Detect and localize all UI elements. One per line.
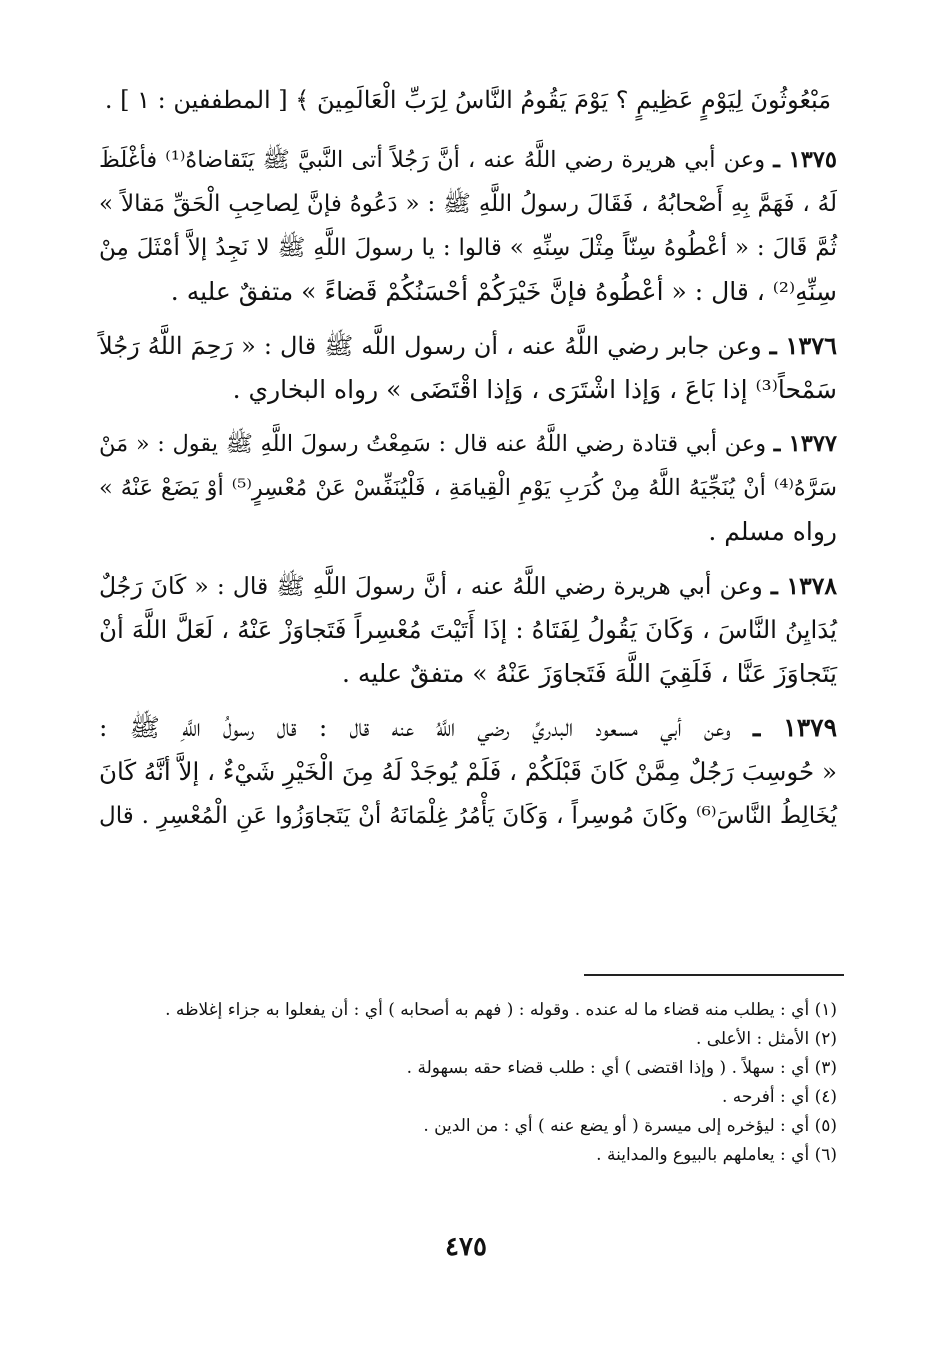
main-text (99, 78, 837, 848)
text-line: ١٣٧٧ ـ وعن أبي قتادة رضي اللَّهُ عنه قال : سَمِعْتُ رسولَ اللَّهِ ﷺ يقول : « مَنْ (99, 431, 837, 457)
hadith-number: ١٣٧٥ ـ (773, 147, 837, 173)
hadith-1376 (99, 324, 837, 422)
text-line: ثُمَّ قَالَ : « أعْطُوهُ سِنّاً مِثْلَ سِنِّهِ » قالوا : يا رسولَ اللَّهِ ﷺ لا نَجِدُ إلاَّ أمْثَلَ مِنْ (99, 235, 837, 261)
text-line: يَتَجاوَزَ عَنَّا ، فَلَقِيَ اللَّهَ فَتَجاوَزَ عَنْهُ » متفقٌ عليه . (341, 659, 837, 688)
hadith-1378 (99, 564, 837, 706)
text-line: ١٣٧٦ ـ وعن جابر رضي اللَّهُ عنه ، أن رسول اللَّه ﷺ قال : « رَحِمَ اللَّهُ رَجُلاً (99, 331, 837, 360)
footnote-5: (٥) أي : ليؤخره إلى ميسرة ( أو يضع عنه ) أي : من الدين . (423, 1116, 837, 1136)
hadith-1379 (99, 706, 837, 848)
text-line: سَرَّهُ⁽⁴⁾ أنْ يُنَجِّيَهُ اللَّهُ مِنْ كُرَبِ يَوْمِ الْقِيامَةِ ، فَلْيُنَفِّسْ عَنْ مُعْسِرٍ⁽⁵⁾ أوْ يَضَعْ عَنْهُ » (99, 475, 837, 501)
quran-verse (99, 78, 837, 138)
footnote-2: (٢) الأمثل : الأعلى . (695, 1029, 837, 1049)
text-line: ١٣٧٥ ـ وعن أبي هريرة رضي اللَّهُ عنه ، أنَّ رَجُلاً أتى النَّبيَّ ﷺ يَتَقاضاهُ⁽¹⁾ فأغْلَظَ (99, 147, 837, 173)
text-line: « حُوسِبَ رَجُلٌ مِمَّنْ كَانَ قَبْلَكُمْ ، فَلَمْ يُوجَدْ لَهُ مِنَ الْخَيْرِ شَيْءٌ ، إلاَّ أنَّهُ كَانَ (99, 757, 837, 786)
hadith-number: ١٣٧٨ ـ (770, 572, 837, 600)
footnote-6: (٦) أي : يعاملهم بالبيوع والمداينة . (596, 1145, 837, 1165)
text-line: رواه مسلم . (708, 517, 837, 546)
footnote-3: (٣) أي : سهلاً . ( وإذا اقتضى ) أي : طلب قضاء حقه بسهولة . (406, 1058, 837, 1078)
footnote-divider (584, 974, 844, 976)
hadith-number: ١٣٧٩ ـ (752, 713, 837, 742)
footnotes (99, 996, 837, 1170)
footnote-4: (٤) أي : أفرحه . (721, 1087, 837, 1107)
text-line: ١٣٧٨ ـ وعن أبي هريرة رضي اللَّهُ عنه ، أنَّ رسولَ اللَّهِ ﷺ قال : « كَانَ رَجُلٌ (99, 572, 837, 600)
page-number: ٤٧٥ (445, 1232, 487, 1262)
hadith-1377 (99, 422, 837, 564)
verse-text: مَبْعُوثُونَ لِيَوْمٍ عَظِيمٍ ؟ يَوْمَ يَقُومُ النَّاسُ لِرَبِّ الْعَالَمِينَ ﴾ [ المطففين : ١ ] . (104, 86, 832, 114)
text-line: يُدَايِنُ النَّاسَ ، وَكَانَ يَقُولُ لِفَتَاهُ : إذَا أَتَيْتَ مُعْسِراً فَتَجاوَزْ عَنْهُ ، لَعَلَّ اللَّهَ أنْ (99, 615, 837, 644)
hadith-number: ١٣٧٧ ـ (773, 431, 837, 457)
text-line: ١٣٧٩ ـ وعن أبي مسعود البدريِّ رضي اللَّهُ عنه قال : قال رسولُ اللَّهِ ﷺ : (99, 713, 837, 742)
text-line: سَمْحاً⁽³⁾ إذا بَاعَ ، وَإذا اشْتَرَى ، وَإذا اقْتَضَى » رواه البخاري . (232, 375, 837, 404)
text-line: سِنِّهِ⁽²⁾ ، قال : « أعْطُوهُ فإنَّ خَيْرَكُمْ أحْسَنُكُمْ قَضاءً » متفقٌ عليه . (170, 277, 837, 306)
text-line: يُخَالِطُ النَّاسَ⁽⁶⁾ وكَانَ مُوسِراً ، وَكَانَ يَأْمُرُ غِلْمَانَهُ أنْ يَتَجاوَزُوا عَنِ الْمُعْسِرِ . قال (99, 803, 838, 829)
footnote-1: (١) أي : يطلب منه قضاء ما له عنده . وقوله : ( فهم به أصحابه ) أي : أن يفعلوا به جزاء إغلاظه . (165, 1000, 837, 1020)
hadith-1375 (99, 138, 837, 324)
text-line: لَهُ ، فَهَمَّ بِهِ أَصْحابُهُ ، فَقَالَ رسولُ اللَّهِ ﷺ : « دَعُوهُ فإنَّ لِصاحِبِ الْحَقِّ مَقالاً » (99, 191, 837, 217)
hadith-number: ١٣٧٦ ـ (769, 331, 837, 360)
